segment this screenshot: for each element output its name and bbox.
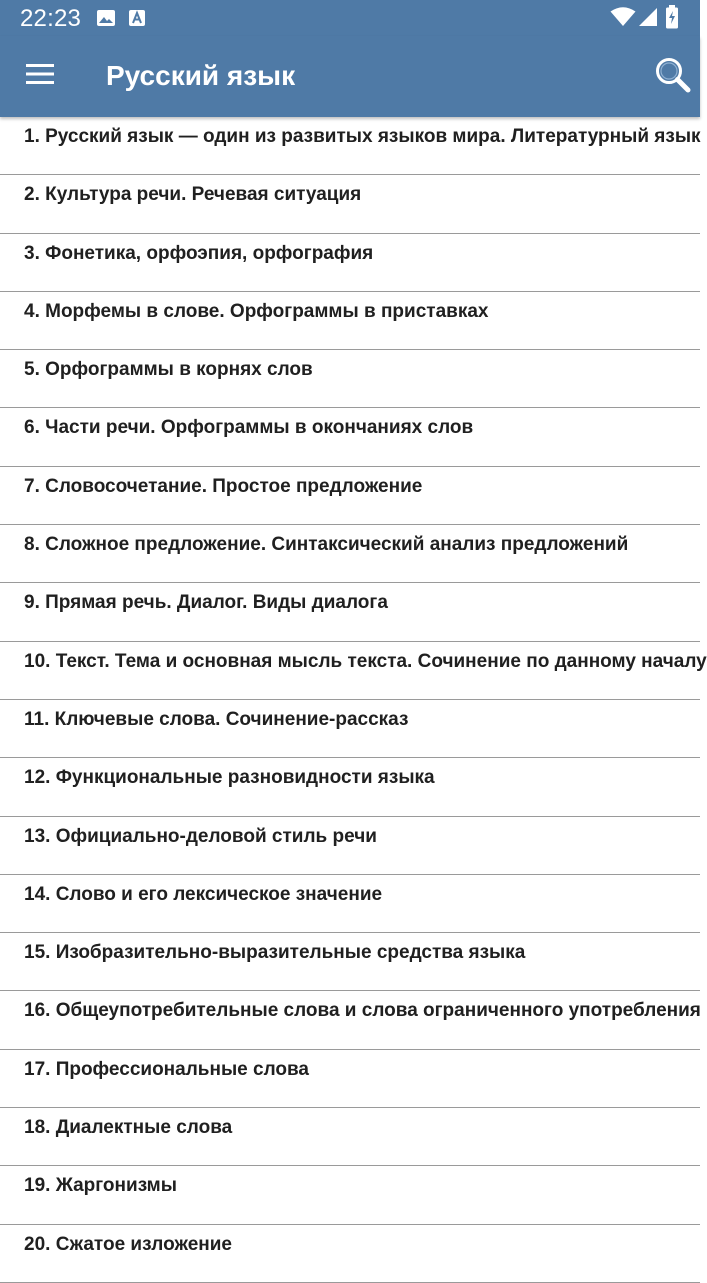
page-title: Русский язык bbox=[106, 60, 296, 91]
search-button[interactable] bbox=[650, 54, 696, 100]
list-item-label: 3. Фонетика, орфоэпия, орфография bbox=[24, 242, 374, 264]
list-item[interactable] bbox=[0, 991, 700, 1049]
list-item[interactable] bbox=[0, 817, 700, 875]
search-icon bbox=[654, 56, 692, 99]
list-item[interactable] bbox=[0, 525, 700, 583]
list-item[interactable] bbox=[0, 1108, 700, 1166]
signal-icon bbox=[638, 7, 658, 32]
list-item-label: 6. Части речи. Орфограммы в окончаниях слов bbox=[24, 417, 474, 439]
list-item-label: 2. Культура речи. Речевая ситуация bbox=[24, 184, 362, 206]
list-item-label: 8. Сложное предложение. Синтаксический анализ предложений bbox=[24, 534, 629, 556]
list-item-label: 15. Изобразительно-выразительные средства языка bbox=[24, 942, 526, 964]
status-time: 22:23 bbox=[20, 5, 82, 32]
list-item-label: 14. Слово и его лексическое значение bbox=[24, 883, 383, 905]
list-item[interactable] bbox=[0, 350, 700, 408]
list-item[interactable] bbox=[0, 1166, 700, 1224]
hamburger-menu-icon bbox=[26, 64, 54, 89]
topic-list bbox=[0, 117, 707, 1283]
wifi-icon bbox=[610, 7, 636, 32]
image-icon bbox=[96, 9, 116, 32]
list-item-label: 13. Официально-деловой стиль речи bbox=[24, 825, 377, 847]
list-item-label: 5. Орфограммы в корнях слов bbox=[24, 359, 313, 381]
list-item[interactable] bbox=[0, 1225, 700, 1283]
app-toolbar bbox=[0, 36, 700, 117]
list-item-label: 7. Словосочетание. Простое предложение bbox=[24, 475, 423, 497]
list-item-label: 4. Морфемы в слове. Орфограммы в приставках bbox=[24, 300, 489, 322]
list-item[interactable] bbox=[0, 467, 700, 525]
list-item-label: 17. Профессиональные слова bbox=[24, 1058, 309, 1080]
list-item-label: 1. Русский язык — один из развитых языков мира. Литературный язык bbox=[24, 126, 701, 147]
list-item[interactable] bbox=[0, 700, 700, 758]
list-item[interactable] bbox=[0, 875, 700, 933]
list-item[interactable] bbox=[0, 758, 700, 816]
battery-charging-icon bbox=[665, 5, 679, 34]
list-item-label: 16. Общеупотребительные слова и слова ограниченного употребления bbox=[24, 1000, 701, 1022]
list-item[interactable] bbox=[0, 583, 700, 641]
list-item[interactable] bbox=[0, 1050, 700, 1108]
list-item-label: 11. Ключевые слова. Сочинение-рассказ bbox=[24, 708, 409, 730]
list-item-label: 10. Текст. Тема и основная мысль текста. Сочинение по данному началу bbox=[24, 650, 707, 672]
list-item[interactable] bbox=[0, 933, 700, 991]
list-item[interactable] bbox=[0, 117, 700, 175]
list-item-label: 12. Функциональные разновидности языка bbox=[24, 767, 435, 789]
font-download-icon bbox=[128, 9, 146, 32]
list-item-label: 9. Прямая речь. Диалог. Виды диалога bbox=[24, 592, 388, 614]
status-bar bbox=[0, 0, 700, 36]
hamburger-menu-button[interactable] bbox=[14, 50, 66, 102]
list-item[interactable] bbox=[0, 175, 700, 233]
list-item-label: 19. Жаргонизмы bbox=[24, 1175, 177, 1197]
list-item[interactable] bbox=[0, 408, 700, 466]
list-item[interactable] bbox=[0, 292, 700, 350]
list-item-label: 20. Сжатое изложение bbox=[24, 1233, 232, 1255]
list-item[interactable] bbox=[0, 234, 700, 292]
list-item-label: 18. Диалектные слова bbox=[24, 1117, 233, 1139]
list-item[interactable] bbox=[0, 642, 707, 700]
